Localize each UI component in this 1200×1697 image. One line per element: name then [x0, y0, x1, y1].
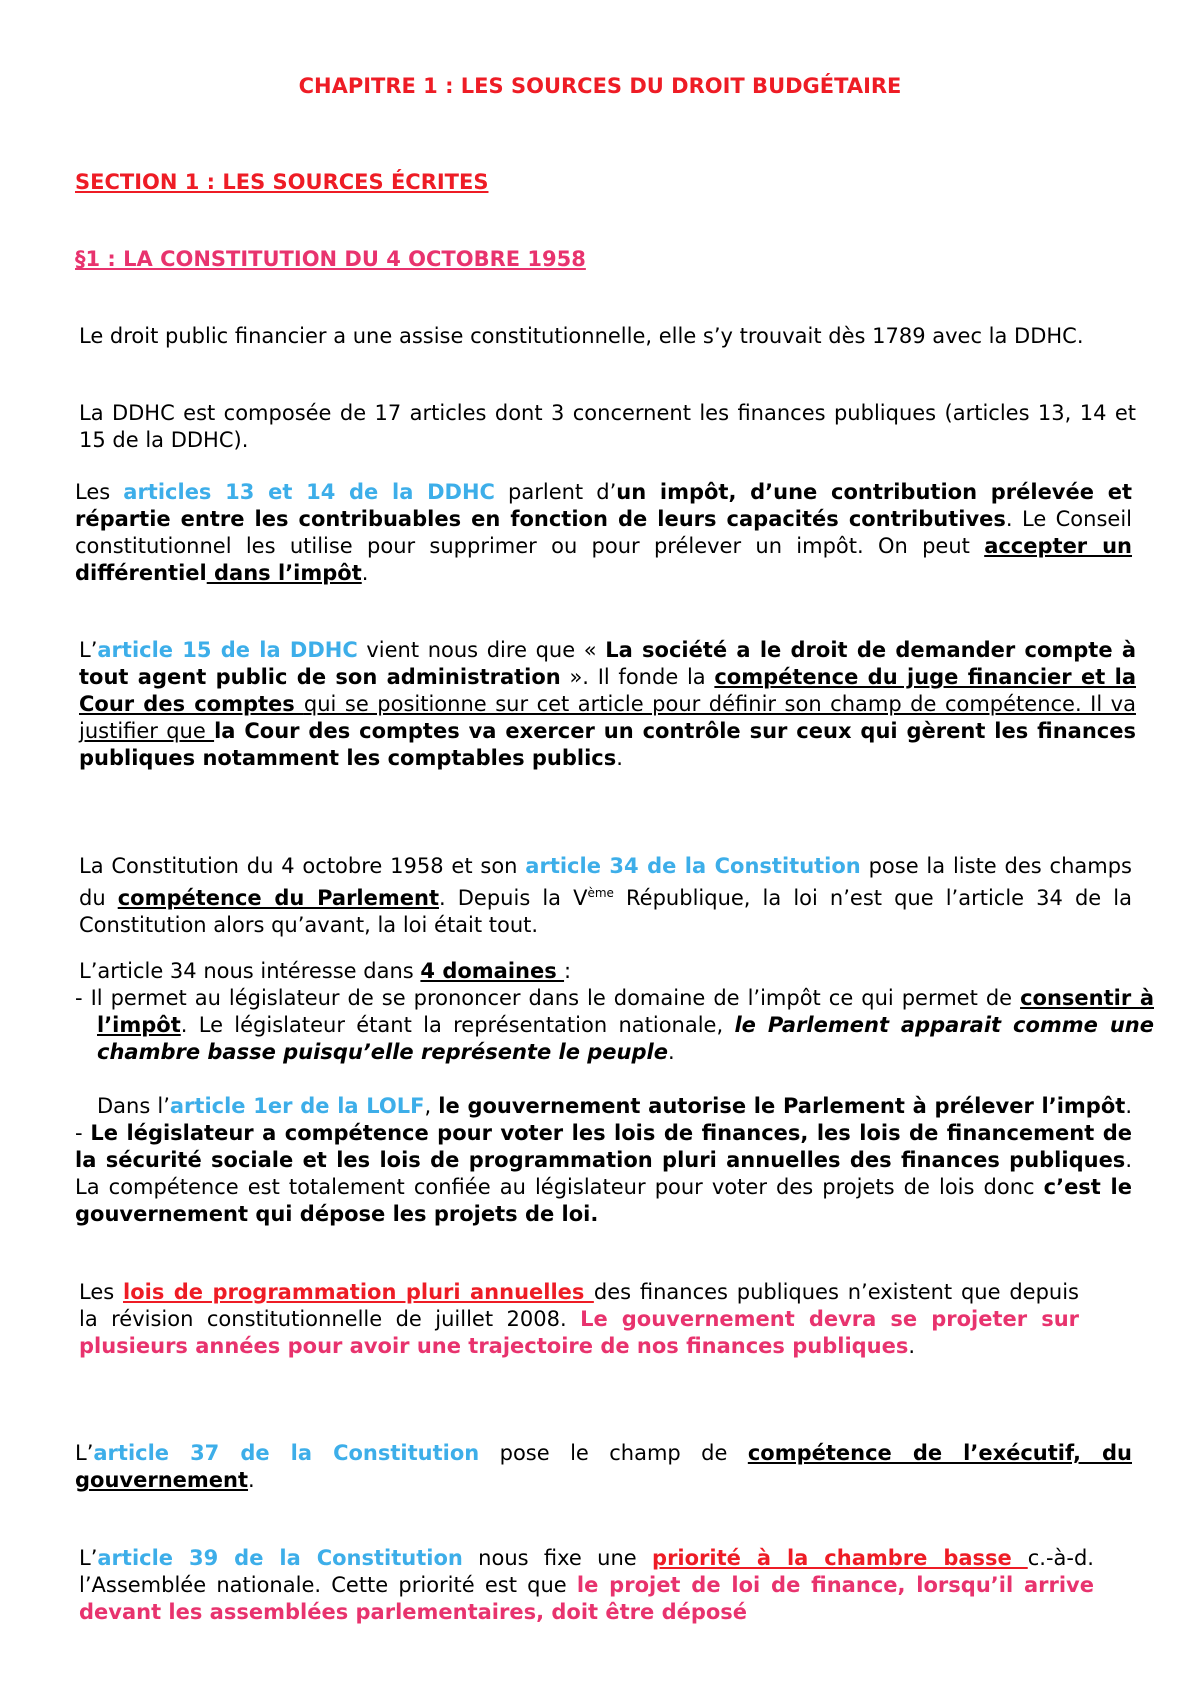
paragraph-5: La Constitution du 4 octobre 1958 et son article 34 de la Constitution pose la liste des champs du compétence du Parlement. Depuis la Vème République, la loi n’est que l’article 34 de la Constitution alors qu’avant, la loi était tout. — [79, 854, 1132, 937]
chapter-title: CHAPITRE 1 : LES SOURCES DU DROIT BUDGÉTAIRE — [298, 74, 902, 98]
paragraph-7: - Il permet au législateur de se prononcer dans le domaine de l’impôt ce qui permet de consentir à l’impôt. Le législateur étant la représentation nationale, le Parlement apparait comme une chambre basse puisqu’elle représente le peuple. — [75, 986, 1154, 1064]
paragraph-10: L’article 37 de la Constitution pose le champ de compétence de l’exécutif, du gouvernement. — [75, 1441, 1132, 1492]
paragraph-2: La DDHC est composée de 17 articles dont 3 concernent les finances publiques (articles 13, 14 et 15 de la DDHC). — [79, 401, 1136, 452]
paragraph-11: L’article 39 de la Constitution nous fixe une priorité à la chambre basse c.-à-d. l’Assemblée nationale. Cette priorité est que le projet de loi de finance, lorsqu’il arrive devant les assemblées parlementaires, doit être déposé — [79, 1546, 1094, 1624]
paragraph-3: Les articles 13 et 14 de la DDHC parlent d’un impôt, d’une contribution prélevée et répartie entre les contribuables en fonction de leurs capacités contributives. Le Conseil constitutionnel les utilise pour supprimer ou pour prélever un impôt. On peut accepter un différentiel dans l’impôt. — [75, 480, 1132, 585]
paragraph-6: L’article 34 nous intéresse dans 4 domaines : — [79, 959, 572, 983]
article-34-ref: article 34 de la Constitution — [525, 854, 861, 878]
article-39-ref: article 39 de la Constitution — [97, 1546, 463, 1570]
section-heading: SECTION 1 : LES SOURCES ÉCRITES — [75, 170, 489, 194]
paragraph-9: Les lois de programmation pluri annuelles des finances publiques n’existent que depuis la révision constitutionnelle de juillet 2008. Le gouvernement devra se projeter sur plusieurs années pour avoir une trajectoire de nos finances publiques. — [79, 1280, 1079, 1358]
article-13-14-ref: articles 13 et 14 de la DDHC — [123, 480, 495, 504]
paragraph-1: Le droit public financier a une assise constitutionnelle, elle s’y trouvait dès 1789 avec la DDHC. — [79, 324, 1084, 348]
paragraph-4: L’article 15 de la DDHC vient nous dire que « La société a le droit de demander compte à tout agent public de son administration ». Il fonde la compétence du juge financier et la Cour des comptes qui se positionne sur cet article pour définir son champ de compétence. Il va justifier que la Cour des comptes va exercer un contrôle sur ceux qui gèrent les finances publiques notamment les comptables publics. — [79, 638, 1136, 770]
paragraph-8: Dans l’article 1er de la LOLF, le gouvernement autorise le Parlement à prélever l’impôt. - Le législateur a compétence pour voter les lois de finances, les lois de financement de la sécurité sociale et les lois de programmation pluri annuelles des finances publiques. La compétence est totalement confiée au législateur pour voter des projets de lois donc c’est le gouvernement qui dépose les projets de loi. — [75, 1094, 1133, 1226]
article-15-ref: article 15 de la DDHC — [97, 638, 358, 662]
article-37-ref: article 37 de la Constitution — [93, 1441, 480, 1465]
article-1-lolf-ref: article 1er de la LOLF — [169, 1094, 425, 1118]
paragraph-heading: §1 : LA CONSTITUTION DU 4 OCTOBRE 1958 — [75, 247, 586, 271]
